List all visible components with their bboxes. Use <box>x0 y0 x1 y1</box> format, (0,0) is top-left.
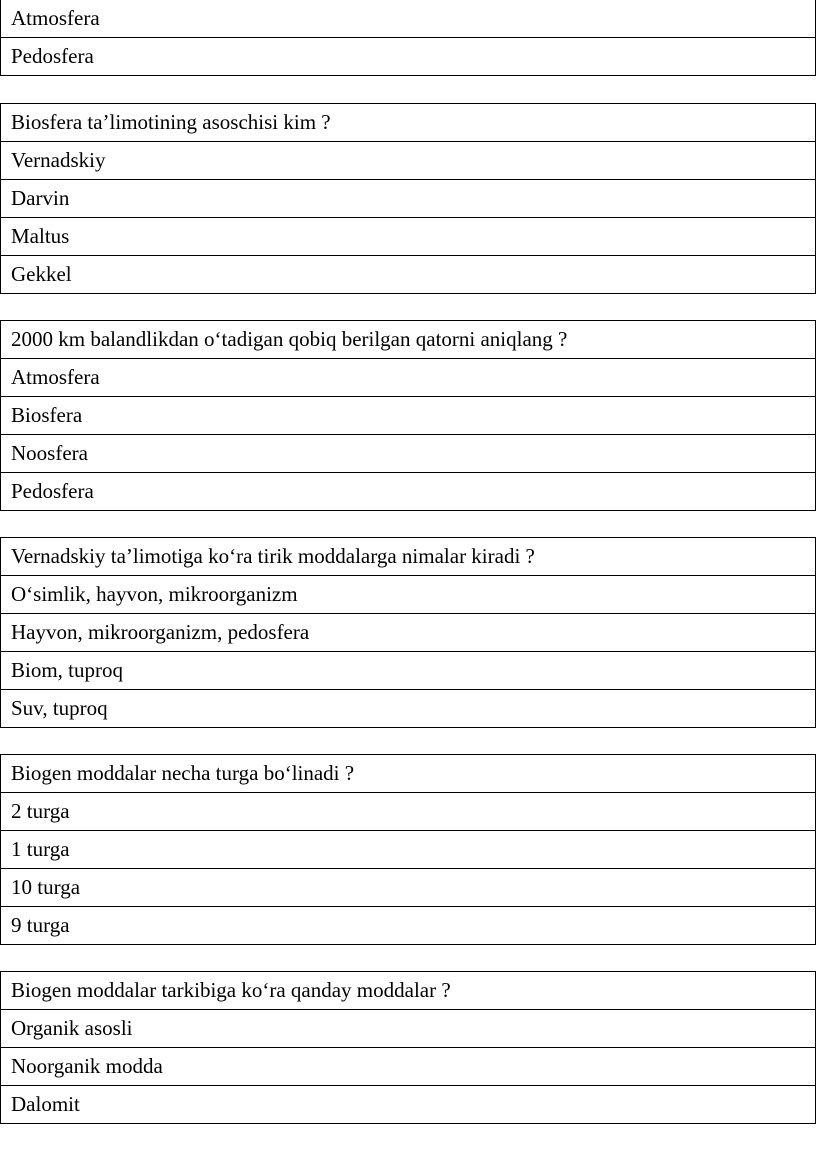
answer-row <box>1 473 816 511</box>
question-row <box>1 104 816 142</box>
answer-option: Atmosfera <box>1 0 816 38</box>
answer-option: 9 turga <box>1 907 816 945</box>
answer-row <box>1 180 816 218</box>
answer-option: Noosfera <box>1 435 816 473</box>
question-row <box>1 755 816 793</box>
question-row <box>1 972 816 1010</box>
answer-option: 10 turga <box>1 869 816 907</box>
answer-option: Hayvon, mikroorganizm, pedosfera <box>1 614 816 652</box>
question-block <box>0 537 816 728</box>
answer-option: Gekkel <box>1 256 816 294</box>
answer-option: Pedosfera <box>1 38 816 76</box>
answer-option: Suv, tuproq <box>1 690 816 728</box>
answer-row <box>1 576 816 614</box>
question-text: Vernadskiy ta’limotiga ko‘ra tirik moddalarga nimalar kiradi ? <box>1 538 816 576</box>
answer-row <box>1 614 816 652</box>
answer-row <box>1 831 816 869</box>
answer-option: Vernadskiy <box>1 142 816 180</box>
answer-option: Biosfera <box>1 397 816 435</box>
question-text: Biosfera ta’limotining asoschisi kim ? <box>1 104 816 142</box>
answer-option: Organik asosli <box>1 1010 816 1048</box>
answer-row <box>1 1010 816 1048</box>
answer-row <box>1 435 816 473</box>
question-block <box>0 971 816 1124</box>
answer-row <box>1 397 816 435</box>
answer-row <box>1 218 816 256</box>
question-row <box>1 321 816 359</box>
question-text: Biogen moddalar necha turga bo‘linadi ? <box>1 755 816 793</box>
answer-row <box>1 142 816 180</box>
answer-row <box>1 690 816 728</box>
question-block <box>0 320 816 511</box>
answer-option: Noorganik modda <box>1 1048 816 1086</box>
answer-row <box>1 869 816 907</box>
question-text: 2000 km balandlikdan o‘tadigan qobiq berilgan qatorni aniqlang ? <box>1 321 816 359</box>
answer-option: Atmosfera <box>1 359 816 397</box>
question-block <box>0 103 816 294</box>
answer-row <box>1 652 816 690</box>
answer-row <box>1 793 816 831</box>
answer-option: Pedosfera <box>1 473 816 511</box>
answer-row <box>1 1048 816 1086</box>
answer-option: 1 turga <box>1 831 816 869</box>
answer-option: O‘simlik, hayvon, mikroorganizm <box>1 576 816 614</box>
answer-row <box>1 256 816 294</box>
answer-option: 2 turga <box>1 793 816 831</box>
answer-row <box>1 0 816 38</box>
question-row <box>1 538 816 576</box>
answer-row <box>1 38 816 76</box>
answer-option: Maltus <box>1 218 816 256</box>
answer-option: Darvin <box>1 180 816 218</box>
answer-option: Dalomit <box>1 1086 816 1124</box>
answer-row <box>1 1086 816 1124</box>
answer-row <box>1 907 816 945</box>
question-block-continued <box>0 0 816 76</box>
question-text: Biogen moddalar tarkibiga ko‘ra qanday moddalar ? <box>1 972 816 1010</box>
answer-option: Biom, tuproq <box>1 652 816 690</box>
answer-row <box>1 359 816 397</box>
question-block <box>0 754 816 945</box>
